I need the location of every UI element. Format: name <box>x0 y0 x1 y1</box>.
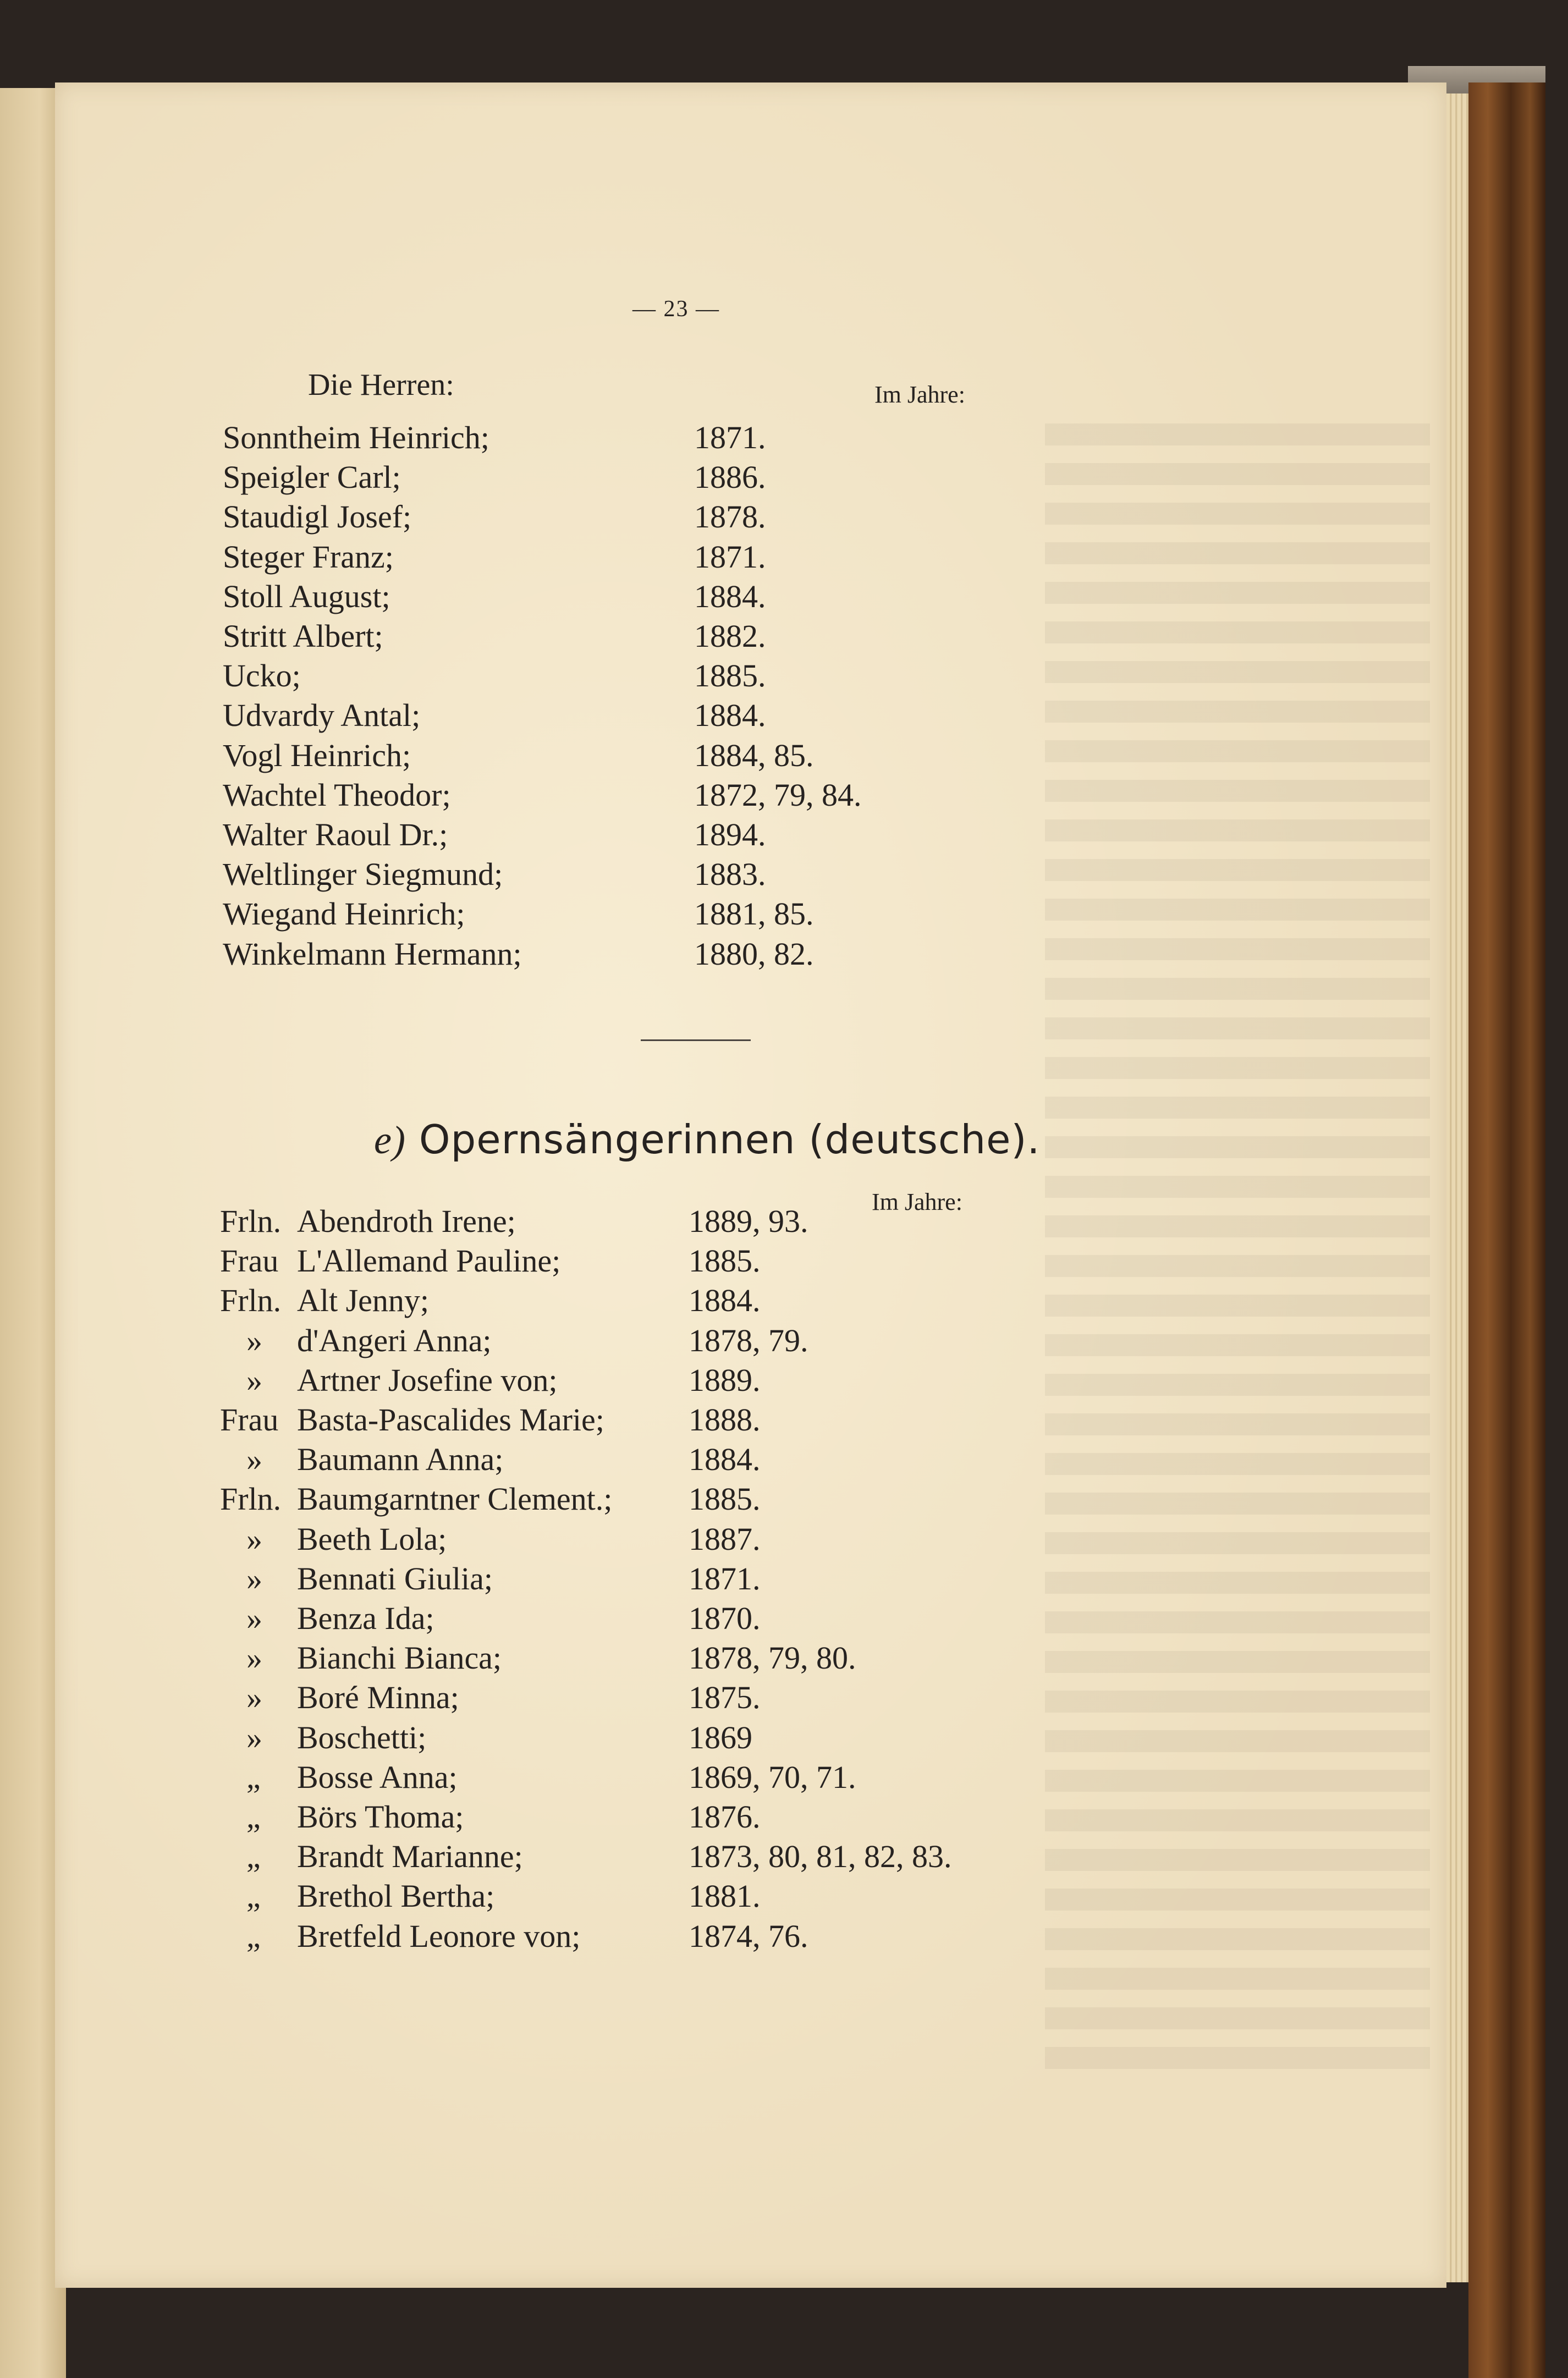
entry-years: 1878. <box>694 499 766 535</box>
herren-header: Die Herren: <box>308 368 454 402</box>
entry-prefix: Frau <box>220 1243 279 1279</box>
entry-prefix: » <box>246 1600 262 1636</box>
entry-prefix: » <box>246 1560 262 1597</box>
entry-name: Beeth Lola; <box>297 1521 447 1557</box>
entry-name: Boré Minna; <box>297 1680 459 1716</box>
entry-name: Stoll August; <box>223 578 390 614</box>
entry-years: 1878, 79. <box>689 1322 808 1358</box>
entry-years: 1884. <box>694 697 766 734</box>
entry-name: Baumann Anna; <box>297 1441 504 1478</box>
entry-years: 1885. <box>694 658 766 694</box>
entry-name: Alt Jenny; <box>297 1282 430 1319</box>
entry-years: 1884, 85. <box>694 737 814 773</box>
entry-years: 1871. <box>689 1560 761 1597</box>
entry-years: 1884. <box>689 1282 761 1319</box>
entry-prefix: „ <box>246 1918 261 1954</box>
entry-name: Stritt Albert; <box>223 618 383 654</box>
entry-prefix: » <box>246 1521 262 1557</box>
section-letter: e) <box>374 1118 406 1162</box>
entry-name: Abendroth Irene; <box>297 1203 516 1239</box>
entry-name: Brethol Bertha; <box>297 1878 495 1914</box>
entry-name: Winkelmann Hermann; <box>223 935 522 972</box>
entry-years: 1871. <box>694 420 766 455</box>
entry-prefix: „ <box>246 1759 261 1795</box>
entry-name: Bosse Anna; <box>297 1759 458 1795</box>
entry-name: Ucko; <box>223 658 301 694</box>
entry-years: 1873, 80, 81, 82, 83. <box>689 1838 952 1875</box>
bleed-through <box>1045 423 1430 2073</box>
entry-years: 1894. <box>694 817 766 852</box>
entry-years: 1885. <box>689 1243 761 1279</box>
entry-name: Udvardy Antal; <box>223 697 421 734</box>
entry-name: Weltlinger Siegmund; <box>223 856 503 893</box>
entry-years: 1869, 70, 71. <box>689 1759 856 1795</box>
entry-prefix: Frln. <box>220 1481 282 1517</box>
entry-years: 1887. <box>689 1521 761 1557</box>
entry-years: 1876. <box>689 1799 761 1835</box>
entry-prefix: „ <box>246 1878 261 1914</box>
herren-years-header: Im Jahre: <box>874 381 965 408</box>
entry-years: 1889. <box>689 1362 761 1398</box>
entry-years: 1889, 93. <box>689 1203 808 1239</box>
entry-prefix: » <box>246 1680 262 1716</box>
entry-prefix: Frau <box>220 1402 279 1438</box>
entry-name: Benza Ida; <box>297 1600 434 1636</box>
entry-prefix: „ <box>246 1799 261 1835</box>
entry-name: Steger Franz; <box>223 538 394 575</box>
page-number: — 23 — <box>632 296 720 322</box>
entry-name: Artner Josefine von; <box>297 1362 558 1398</box>
entry-prefix: Frln. <box>220 1282 282 1319</box>
entry-name: Staudigl Josef; <box>223 499 412 535</box>
entry-prefix: » <box>246 1719 262 1755</box>
entry-years: 1875. <box>689 1680 761 1716</box>
entry-years: 1886. <box>694 459 766 496</box>
entry-years: 1870. <box>689 1600 761 1636</box>
entry-years: 1888. <box>689 1402 761 1438</box>
entry-years: 1881, 85. <box>694 896 814 932</box>
entry-name: Vogl Heinrich; <box>223 737 411 773</box>
entry-name: Baumgarntner Clement.; <box>297 1481 613 1517</box>
entry-prefix: „ <box>246 1838 261 1875</box>
entry-years: 1878, 79, 80. <box>689 1640 856 1676</box>
entry-years: 1872, 79, 84. <box>694 777 862 813</box>
entry-name: Brandt Marianne; <box>297 1838 523 1875</box>
entry-prefix: » <box>246 1362 262 1398</box>
entry-name: Bennati Giulia; <box>297 1560 493 1597</box>
entry-name: Speigler Carl; <box>223 459 401 496</box>
section-title-text: Opernsängerinnen (deutsche). <box>419 1116 1041 1163</box>
entry-years: 1882. <box>694 618 766 654</box>
entry-years: 1884. <box>689 1441 761 1478</box>
entry-name: Bretfeld Leonore von; <box>297 1918 581 1954</box>
entry-name: Boschetti; <box>297 1719 427 1755</box>
section-title <box>374 1116 1040 1163</box>
entry-name: Sonntheim Heinrich; <box>223 420 489 455</box>
entry-name: Börs Thoma; <box>297 1799 464 1835</box>
entry-name: d'Angeri Anna; <box>297 1322 492 1358</box>
entry-years: 1880, 82. <box>694 935 814 972</box>
entry-name: Basta-Pascalides Marie; <box>297 1402 604 1438</box>
entry-years: 1874, 76. <box>689 1918 808 1954</box>
entry-years: 1869 <box>689 1719 752 1755</box>
entry-years: 1884. <box>694 578 766 614</box>
entry-prefix: » <box>246 1441 262 1478</box>
entry-name: L'Allemand Pauline; <box>297 1243 561 1279</box>
entry-name: Walter Raoul Dr.; <box>223 817 448 852</box>
entry-name: Bianchi Bianca; <box>297 1640 502 1676</box>
entry-years: 1871. <box>694 538 766 575</box>
entry-name: Wachtel Theodor; <box>223 777 451 813</box>
entry-years: 1883. <box>694 856 766 893</box>
entry-name: Wiegand Heinrich; <box>223 896 465 932</box>
women-years-header: Im Jahre: <box>872 1188 962 1215</box>
entry-years: 1885. <box>689 1481 761 1517</box>
entry-years: 1881. <box>689 1878 761 1914</box>
book-binding <box>1468 82 1545 2378</box>
entry-prefix: » <box>246 1640 262 1676</box>
entry-prefix: » <box>246 1322 262 1358</box>
section-divider <box>641 1039 751 1041</box>
entry-prefix: Frln. <box>220 1203 282 1239</box>
